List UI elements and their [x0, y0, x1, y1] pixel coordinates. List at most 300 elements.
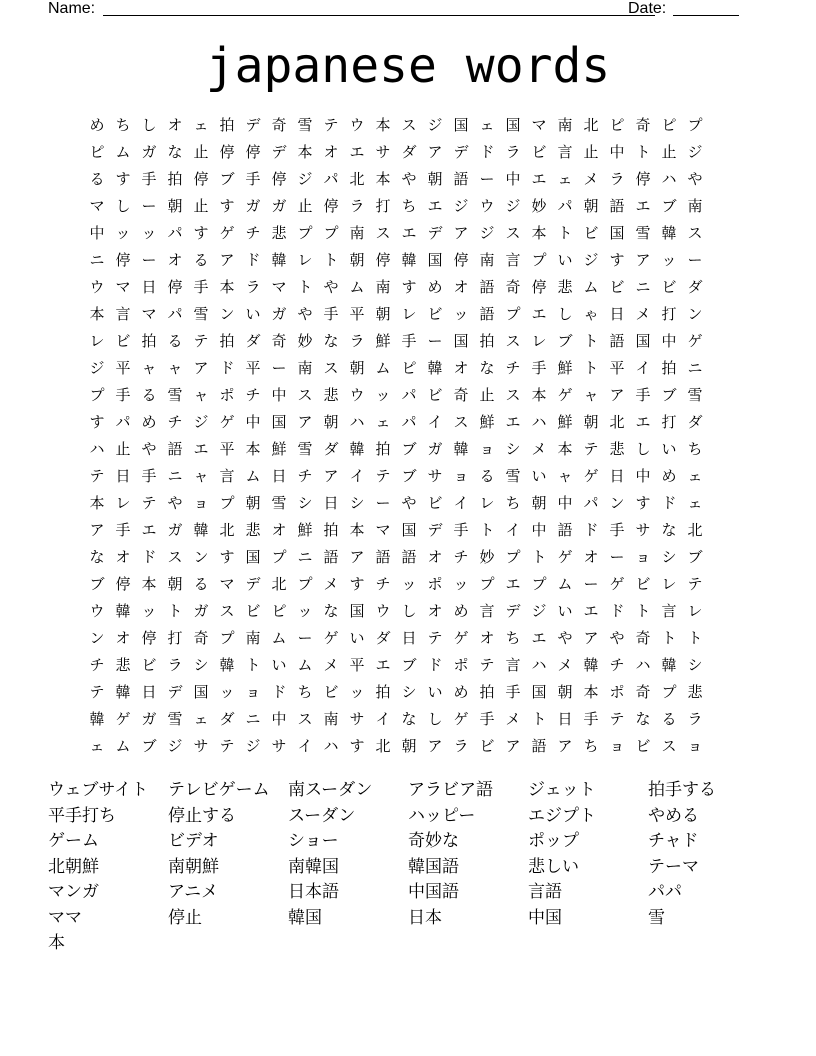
grid-cell[interactable]: ム [115, 737, 131, 755]
grid-cell[interactable]: ブ [557, 332, 573, 350]
grid-cell[interactable]: ポ [427, 575, 443, 593]
grid-cell[interactable]: デ [427, 521, 443, 539]
grid-cell[interactable]: し [115, 197, 131, 215]
grid-cell[interactable]: 悲 [245, 521, 261, 539]
grid-cell[interactable]: 朝 [245, 494, 261, 512]
grid-cell[interactable]: ニ [245, 710, 261, 728]
grid-cell[interactable]: 本 [245, 440, 261, 458]
grid-cell[interactable]: メ [583, 170, 599, 188]
grid-cell[interactable]: レ [531, 332, 547, 350]
grid-cell[interactable]: ス [687, 224, 703, 242]
grid-cell[interactable]: ガ [271, 305, 287, 323]
grid-cell[interactable]: ア [609, 386, 625, 404]
grid-cell[interactable]: や [167, 494, 183, 512]
grid-cell[interactable]: オ [115, 629, 131, 647]
grid-cell[interactable]: 日 [401, 629, 417, 647]
grid-cell[interactable]: 朝 [349, 251, 365, 269]
grid-cell[interactable]: 朝 [375, 305, 391, 323]
grid-cell[interactable]: 日 [323, 494, 339, 512]
grid-cell[interactable]: な [323, 602, 339, 620]
grid-cell[interactable]: 拍 [661, 359, 677, 377]
grid-cell[interactable]: す [349, 575, 365, 593]
grid-cell[interactable]: ト [167, 602, 183, 620]
grid-cell[interactable]: プ [323, 224, 339, 242]
grid-cell[interactable]: す [219, 197, 235, 215]
grid-cell[interactable]: ス [297, 710, 313, 728]
grid-cell[interactable]: 南 [245, 629, 261, 647]
grid-cell[interactable]: し [141, 116, 157, 134]
grid-cell[interactable]: 停 [245, 143, 261, 161]
grid-cell[interactable]: 朝 [531, 494, 547, 512]
grid-cell[interactable]: ハ [89, 440, 105, 458]
grid-cell[interactable]: ブ [141, 737, 157, 755]
grid-cell[interactable]: 韓 [427, 359, 443, 377]
grid-cell[interactable]: ト [557, 224, 573, 242]
grid-cell[interactable]: デ [453, 143, 469, 161]
grid-cell[interactable]: ャ [583, 386, 599, 404]
grid-cell[interactable]: エ [193, 440, 209, 458]
grid-cell[interactable]: ジ [453, 197, 469, 215]
grid-cell[interactable]: チ [609, 656, 625, 674]
grid-cell[interactable]: ー [687, 251, 703, 269]
grid-cell[interactable]: ダ [245, 332, 261, 350]
grid-cell[interactable]: ウ [479, 197, 495, 215]
grid-cell[interactable]: マ [219, 575, 235, 593]
grid-cell[interactable]: エ [583, 602, 599, 620]
grid-cell[interactable]: ポ [453, 656, 469, 674]
grid-cell[interactable]: テ [427, 629, 443, 647]
grid-cell[interactable]: ド [479, 143, 495, 161]
grid-cell[interactable]: 語 [479, 305, 495, 323]
grid-cell[interactable]: ダ [687, 413, 703, 431]
grid-cell[interactable]: イ [349, 467, 365, 485]
grid-cell[interactable]: 本 [297, 143, 313, 161]
grid-cell[interactable]: テ [219, 737, 235, 755]
grid-cell[interactable]: ェ [557, 170, 573, 188]
grid-cell[interactable]: い [661, 440, 677, 458]
grid-cell[interactable]: オ [427, 602, 443, 620]
grid-cell[interactable]: エ [505, 575, 521, 593]
grid-cell[interactable]: 韓 [89, 710, 105, 728]
grid-cell[interactable]: ジ [297, 170, 313, 188]
grid-cell[interactable]: 奇 [635, 116, 651, 134]
grid-cell[interactable]: や [401, 170, 417, 188]
grid-cell[interactable]: テ [375, 467, 391, 485]
grid-cell[interactable]: 朝 [323, 413, 339, 431]
grid-cell[interactable]: や [323, 278, 339, 296]
grid-cell[interactable]: 雪 [505, 467, 521, 485]
grid-cell[interactable]: ム [375, 359, 391, 377]
grid-cell[interactable]: 奇 [271, 116, 287, 134]
grid-cell[interactable]: や [609, 629, 625, 647]
grid-cell[interactable]: る [479, 467, 495, 485]
grid-cell[interactable]: チ [453, 548, 469, 566]
grid-cell[interactable]: な [323, 332, 339, 350]
grid-cell[interactable]: ブ [661, 386, 677, 404]
grid-cell[interactable]: 言 [479, 602, 495, 620]
grid-cell[interactable]: オ [583, 548, 599, 566]
grid-cell[interactable]: 停 [271, 170, 287, 188]
grid-cell[interactable]: 国 [531, 683, 547, 701]
grid-cell[interactable]: ア [583, 629, 599, 647]
grid-cell[interactable]: ン [193, 548, 209, 566]
grid-cell[interactable]: し [635, 440, 651, 458]
grid-cell[interactable]: ビ [141, 656, 157, 674]
grid-cell[interactable]: マ [375, 521, 391, 539]
grid-cell[interactable]: ェ [687, 467, 703, 485]
grid-cell[interactable]: 本 [89, 494, 105, 512]
grid-cell[interactable]: 奇 [635, 683, 651, 701]
grid-cell[interactable]: 本 [557, 440, 573, 458]
grid-cell[interactable]: ち [297, 683, 313, 701]
grid-cell[interactable]: 雪 [167, 386, 183, 404]
grid-cell[interactable]: 本 [583, 683, 599, 701]
grid-cell[interactable]: 手 [453, 521, 469, 539]
grid-cell[interactable]: 打 [661, 413, 677, 431]
grid-cell[interactable]: ア [323, 467, 339, 485]
grid-cell[interactable]: 妙 [297, 332, 313, 350]
grid-cell[interactable]: い [557, 251, 573, 269]
grid-cell[interactable]: ッ [349, 683, 365, 701]
grid-cell[interactable]: メ [531, 440, 547, 458]
grid-cell[interactable]: 悲 [115, 656, 131, 674]
grid-cell[interactable]: ガ [193, 602, 209, 620]
grid-cell[interactable]: プ [505, 305, 521, 323]
grid-cell[interactable]: 手 [609, 521, 625, 539]
grid-cell[interactable]: 南 [687, 197, 703, 215]
grid-cell[interactable]: ト [245, 656, 261, 674]
grid-cell[interactable]: す [115, 170, 131, 188]
grid-cell[interactable]: 中 [271, 710, 287, 728]
grid-cell[interactable]: や [557, 629, 573, 647]
grid-cell[interactable]: ゲ [687, 332, 703, 350]
grid-cell[interactable]: ブ [219, 170, 235, 188]
grid-cell[interactable]: テ [609, 710, 625, 728]
grid-cell[interactable]: ゲ [323, 629, 339, 647]
grid-cell[interactable]: デ [167, 683, 183, 701]
grid-cell[interactable]: ち [687, 440, 703, 458]
grid-cell[interactable]: 国 [505, 116, 521, 134]
grid-cell[interactable]: 拍 [479, 683, 495, 701]
grid-cell[interactable]: 手 [583, 710, 599, 728]
grid-cell[interactable]: 北 [687, 521, 703, 539]
grid-cell[interactable]: 中 [89, 224, 105, 242]
grid-cell[interactable]: 手 [115, 521, 131, 539]
grid-cell[interactable]: ラ [167, 656, 183, 674]
grid-cell[interactable]: 本 [349, 521, 365, 539]
grid-cell[interactable]: ニ [297, 548, 313, 566]
grid-cell[interactable]: ム [349, 278, 365, 296]
grid-cell[interactable]: 中 [271, 386, 287, 404]
grid-cell[interactable]: オ [271, 521, 287, 539]
grid-cell[interactable]: 停 [219, 143, 235, 161]
grid-cell[interactable]: 日 [609, 467, 625, 485]
grid-cell[interactable]: ト [531, 710, 547, 728]
grid-cell[interactable]: メ [323, 575, 339, 593]
grid-cell[interactable]: テ [479, 656, 495, 674]
grid-cell[interactable]: 語 [531, 737, 547, 755]
grid-cell[interactable]: ド [141, 548, 157, 566]
grid-cell[interactable]: オ [167, 251, 183, 269]
grid-cell[interactable]: や [297, 305, 313, 323]
grid-cell[interactable]: 妙 [531, 197, 547, 215]
grid-cell[interactable]: め [453, 602, 469, 620]
grid-cell[interactable]: ェ [193, 116, 209, 134]
grid-cell[interactable]: 語 [401, 548, 417, 566]
grid-cell[interactable]: ス [661, 737, 677, 755]
grid-cell[interactable]: イ [505, 521, 521, 539]
grid-cell[interactable]: ラ [245, 278, 261, 296]
grid-cell[interactable]: 停 [115, 575, 131, 593]
grid-cell[interactable]: プ [297, 575, 313, 593]
grid-cell[interactable]: 止 [479, 386, 495, 404]
grid-cell[interactable]: ン [609, 494, 625, 512]
grid-cell[interactable]: レ [661, 575, 677, 593]
grid-cell[interactable]: 韓 [349, 440, 365, 458]
grid-cell[interactable]: 語 [453, 170, 469, 188]
grid-cell[interactable]: ラ [349, 197, 365, 215]
grid-cell[interactable]: パ [167, 224, 183, 242]
grid-cell[interactable]: ェ [89, 737, 105, 755]
grid-cell[interactable]: イ [453, 494, 469, 512]
grid-cell[interactable]: マ [531, 116, 547, 134]
grid-cell[interactable]: い [271, 656, 287, 674]
grid-cell[interactable]: 国 [193, 683, 209, 701]
grid-cell[interactable]: ト [583, 332, 599, 350]
grid-cell[interactable]: ピ [89, 143, 105, 161]
grid-cell[interactable]: プ [661, 683, 677, 701]
grid-cell[interactable]: 韓 [661, 656, 677, 674]
grid-cell[interactable]: ハ [349, 413, 365, 431]
grid-cell[interactable]: ウ [375, 602, 391, 620]
grid-cell[interactable]: ゲ [219, 413, 235, 431]
grid-cell[interactable]: パ [401, 413, 417, 431]
grid-cell[interactable]: 悲 [609, 440, 625, 458]
grid-cell[interactable]: 語 [375, 548, 391, 566]
grid-cell[interactable]: 北 [219, 521, 235, 539]
grid-cell[interactable]: 南 [375, 278, 391, 296]
grid-cell[interactable]: ニ [167, 467, 183, 485]
grid-cell[interactable]: ス [453, 413, 469, 431]
grid-cell[interactable]: ョ [245, 683, 261, 701]
grid-cell[interactable]: 本 [219, 278, 235, 296]
grid-cell[interactable]: プ [89, 386, 105, 404]
grid-cell[interactable]: ゲ [453, 629, 469, 647]
grid-cell[interactable]: 止 [193, 197, 209, 215]
grid-cell[interactable]: 奇 [635, 629, 651, 647]
grid-cell[interactable]: 韓 [115, 602, 131, 620]
grid-cell[interactable]: い [245, 305, 261, 323]
grid-cell[interactable]: シ [661, 548, 677, 566]
grid-cell[interactable]: プ [271, 548, 287, 566]
grid-cell[interactable]: ャ [557, 467, 573, 485]
grid-cell[interactable]: ョ [687, 737, 703, 755]
grid-cell[interactable]: 停 [531, 278, 547, 296]
grid-cell[interactable]: ジ [531, 602, 547, 620]
grid-cell[interactable]: ア [89, 521, 105, 539]
grid-cell[interactable]: レ [479, 494, 495, 512]
grid-cell[interactable]: ッ [141, 224, 157, 242]
grid-cell[interactable]: 言 [115, 305, 131, 323]
grid-cell[interactable]: ウ [89, 278, 105, 296]
grid-cell[interactable]: 語 [479, 278, 495, 296]
grid-cell[interactable]: ゲ [609, 575, 625, 593]
grid-cell[interactable]: 北 [349, 170, 365, 188]
grid-cell[interactable]: ト [687, 629, 703, 647]
grid-cell[interactable]: 手 [323, 305, 339, 323]
grid-cell[interactable]: 手 [141, 170, 157, 188]
grid-cell[interactable]: 韓 [583, 656, 599, 674]
grid-cell[interactable]: テ [89, 683, 105, 701]
grid-cell[interactable]: ッ [297, 602, 313, 620]
grid-cell[interactable]: ビ [635, 575, 651, 593]
grid-cell[interactable]: 奇 [193, 629, 209, 647]
grid-cell[interactable]: る [141, 386, 157, 404]
grid-cell[interactable]: る [193, 575, 209, 593]
grid-cell[interactable]: る [193, 251, 209, 269]
name-line[interactable] [103, 15, 655, 16]
grid-cell[interactable]: ッ [219, 683, 235, 701]
grid-cell[interactable]: チ [375, 575, 391, 593]
grid-cell[interactable]: ス [505, 224, 521, 242]
grid-cell[interactable]: 語 [323, 548, 339, 566]
grid-cell[interactable]: エ [531, 629, 547, 647]
grid-cell[interactable]: 朝 [167, 197, 183, 215]
grid-cell[interactable]: 手 [531, 359, 547, 377]
grid-cell[interactable]: ッ [401, 575, 417, 593]
grid-cell[interactable]: 中 [245, 413, 261, 431]
grid-cell[interactable]: ス [505, 386, 521, 404]
grid-cell[interactable]: 本 [141, 575, 157, 593]
grid-cell[interactable]: 国 [401, 521, 417, 539]
grid-cell[interactable]: メ [635, 305, 651, 323]
grid-cell[interactable]: る [89, 170, 105, 188]
grid-cell[interactable]: ト [583, 359, 599, 377]
grid-cell[interactable]: 朝 [427, 170, 443, 188]
grid-cell[interactable]: 語 [557, 521, 573, 539]
grid-cell[interactable]: 日 [141, 278, 157, 296]
grid-cell[interactable]: 手 [193, 278, 209, 296]
grid-cell[interactable]: ン [89, 629, 105, 647]
grid-cell[interactable]: レ [115, 494, 131, 512]
grid-cell[interactable]: 韓 [401, 251, 417, 269]
grid-cell[interactable]: 平 [245, 359, 261, 377]
grid-cell[interactable]: し [401, 602, 417, 620]
grid-cell[interactable]: ェ [687, 494, 703, 512]
grid-cell[interactable]: ち [583, 737, 599, 755]
grid-cell[interactable]: 朝 [401, 737, 417, 755]
grid-cell[interactable]: 中 [557, 494, 573, 512]
grid-cell[interactable]: ハ [531, 656, 547, 674]
grid-cell[interactable]: 停 [141, 629, 157, 647]
grid-cell[interactable]: マ [115, 278, 131, 296]
grid-cell[interactable]: エ [141, 521, 157, 539]
grid-cell[interactable]: ち [401, 197, 417, 215]
grid-cell[interactable]: イ [297, 737, 313, 755]
grid-cell[interactable]: ト [479, 521, 495, 539]
grid-cell[interactable]: ェ [479, 116, 495, 134]
grid-cell[interactable]: チ [245, 386, 261, 404]
grid-cell[interactable]: 打 [167, 629, 183, 647]
grid-cell[interactable]: 打 [661, 305, 677, 323]
grid-cell[interactable]: 南 [479, 251, 495, 269]
grid-cell[interactable]: す [401, 278, 417, 296]
grid-cell[interactable]: 停 [115, 251, 131, 269]
grid-cell[interactable]: 語 [609, 197, 625, 215]
grid-cell[interactable]: 言 [505, 656, 521, 674]
grid-cell[interactable]: ス [505, 332, 521, 350]
grid-cell[interactable]: 止 [193, 143, 209, 161]
grid-cell[interactable]: ウ [349, 116, 365, 134]
grid-cell[interactable]: や [141, 440, 157, 458]
grid-cell[interactable]: ガ [245, 197, 261, 215]
grid-cell[interactable]: オ [323, 143, 339, 161]
grid-cell[interactable]: ア [453, 224, 469, 242]
grid-cell[interactable]: 雪 [687, 386, 703, 404]
grid-cell[interactable]: ポ [219, 386, 235, 404]
grid-cell[interactable]: 朝 [167, 575, 183, 593]
grid-cell[interactable]: ャ [167, 359, 183, 377]
grid-cell[interactable]: ピ [401, 359, 417, 377]
grid-cell[interactable]: 手 [141, 467, 157, 485]
grid-cell[interactable]: 国 [245, 548, 261, 566]
grid-cell[interactable]: ち [505, 629, 521, 647]
grid-cell[interactable]: 本 [89, 305, 105, 323]
grid-cell[interactable]: 国 [453, 116, 469, 134]
grid-cell[interactable]: オ [453, 359, 469, 377]
grid-cell[interactable]: ョ [193, 494, 209, 512]
grid-cell[interactable]: パ [167, 305, 183, 323]
grid-cell[interactable]: 韓 [453, 440, 469, 458]
grid-cell[interactable]: い [427, 683, 443, 701]
grid-cell[interactable]: ウ [349, 386, 365, 404]
grid-cell[interactable]: ガ [141, 143, 157, 161]
grid-cell[interactable]: ブ [401, 467, 417, 485]
grid-cell[interactable]: ャ [141, 359, 157, 377]
grid-cell[interactable]: ト [297, 278, 313, 296]
grid-cell[interactable]: 北 [271, 575, 287, 593]
grid-cell[interactable]: ス [167, 548, 183, 566]
grid-cell[interactable]: ッ [453, 305, 469, 323]
grid-cell[interactable]: 拍 [323, 521, 339, 539]
grid-cell[interactable]: 国 [349, 602, 365, 620]
grid-cell[interactable]: ビ [479, 737, 495, 755]
grid-cell[interactable]: ョ [609, 737, 625, 755]
grid-cell[interactable]: ー [375, 494, 391, 512]
grid-cell[interactable]: ラ [349, 332, 365, 350]
grid-cell[interactable]: 鮮 [557, 413, 573, 431]
grid-cell[interactable]: 手 [479, 710, 495, 728]
grid-cell[interactable]: 国 [271, 413, 287, 431]
grid-cell[interactable]: 本 [531, 386, 547, 404]
grid-cell[interactable]: ガ [427, 440, 443, 458]
grid-cell[interactable]: ー [141, 197, 157, 215]
grid-cell[interactable]: 国 [453, 332, 469, 350]
grid-cell[interactable]: エ [635, 197, 651, 215]
grid-cell[interactable]: 朝 [557, 683, 573, 701]
grid-cell[interactable]: ビ [323, 683, 339, 701]
grid-cell[interactable]: ウ [89, 602, 105, 620]
grid-cell[interactable]: め [89, 116, 105, 134]
grid-cell[interactable]: サ [271, 737, 287, 755]
grid-cell[interactable]: シ [349, 494, 365, 512]
grid-cell[interactable]: ゲ [115, 710, 131, 728]
grid-cell[interactable]: ア [557, 737, 573, 755]
grid-cell[interactable]: 国 [427, 251, 443, 269]
grid-cell[interactable]: エ [427, 197, 443, 215]
grid-cell[interactable]: サ [427, 467, 443, 485]
grid-cell[interactable]: 韓 [271, 251, 287, 269]
